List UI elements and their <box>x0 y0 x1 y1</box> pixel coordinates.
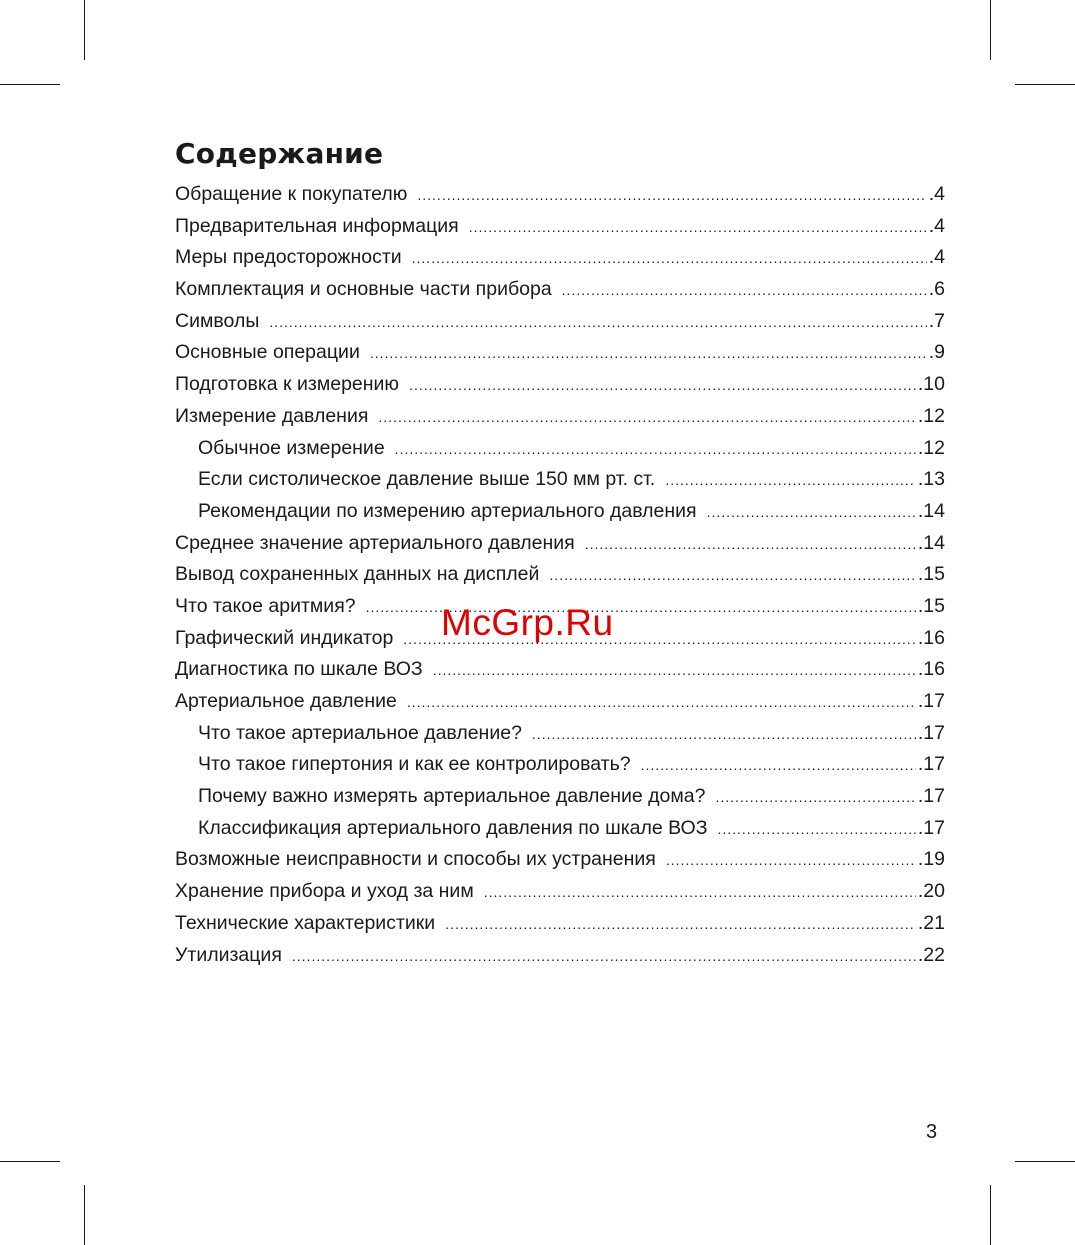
toc-dot-leader <box>585 529 916 561</box>
toc-entry-label: Подготовка к измерению <box>175 373 400 396</box>
toc-dot-leader <box>409 370 916 402</box>
toc-entry-page: .16 <box>917 626 945 649</box>
toc-entry[interactable] <box>175 306 945 338</box>
toc-entry-page: .9 <box>928 341 945 364</box>
toc-entry-label: Основные операции <box>175 341 360 364</box>
toc-entry-page: .17 <box>917 721 945 744</box>
toc-entry-page: .12 <box>917 436 945 459</box>
crop-mark-top-left-horizontal <box>0 84 60 85</box>
toc-dot-leader <box>445 909 916 941</box>
toc-entry-page: .21 <box>917 911 945 934</box>
toc-entry-label: Артериальное давление <box>175 690 397 712</box>
toc-dot-leader <box>484 877 916 909</box>
toc-entry-label: Символы <box>175 309 260 332</box>
toc-dot-leader <box>707 497 916 529</box>
crop-mark-bottom-right-horizontal <box>1015 1161 1075 1162</box>
toc-subentry[interactable] <box>175 718 945 750</box>
toc-entry-label: Что такое гипертония и как ее контролировать? <box>198 753 631 776</box>
toc-entry-label: Рекомендации по измерению артериального давления <box>198 499 697 522</box>
toc-entry-page: .19 <box>917 848 945 871</box>
toc-dot-leader <box>433 655 916 687</box>
toc-dot-leader <box>717 814 915 846</box>
toc-entry[interactable] <box>175 876 945 908</box>
toc-dot-leader <box>532 719 916 751</box>
toc-dot-leader <box>665 465 916 497</box>
toc-entry-page: .6 <box>928 278 945 301</box>
toc-entry[interactable] <box>175 654 945 686</box>
toc-entry[interactable] <box>175 211 945 243</box>
toc-entry-label: Диагностика по шкале ВОЗ <box>175 658 423 681</box>
toc-entry-label: Измерение давления <box>175 404 369 427</box>
toc-entry-page: .14 <box>917 499 945 522</box>
toc-entry[interactable] <box>175 940 945 972</box>
toc-entry-page: .12 <box>917 404 945 427</box>
toc-entry-label: Предварительная информация <box>175 214 459 237</box>
toc-list <box>175 179 945 971</box>
toc-entry-label: Почему важно измерять артериальное давление дома? <box>198 785 706 808</box>
toc-entry[interactable] <box>175 369 945 401</box>
toc-dot-leader <box>469 212 927 244</box>
toc-entry[interactable] <box>175 274 945 306</box>
toc-entry-label: Классификация артериального давления по шкале ВОЗ <box>198 816 708 839</box>
toc-subentry[interactable] <box>175 781 945 813</box>
toc-dot-leader <box>395 434 916 466</box>
toc-subentry[interactable] <box>175 813 945 845</box>
toc-entry-label: Что такое артериальное давление? <box>198 721 522 744</box>
toc-dot-leader <box>378 402 915 434</box>
toc-dot-leader <box>292 941 916 973</box>
toc-entry-page: .10 <box>917 373 945 396</box>
crop-mark-bottom-left-vertical <box>84 1185 85 1245</box>
toc-entry-page: .4 <box>928 183 945 205</box>
toc-dot-leader <box>407 687 916 719</box>
toc-dot-leader <box>641 750 916 782</box>
toc-entry-label: Что такое аритмия? <box>175 594 356 617</box>
toc-dot-leader <box>716 782 916 814</box>
toc-subentry[interactable] <box>175 496 945 528</box>
toc-entry-page: .17 <box>917 785 945 808</box>
toc-entry[interactable] <box>175 844 945 876</box>
toc-entry-page: .22 <box>917 943 945 966</box>
crop-mark-bottom-left-horizontal <box>0 1161 60 1162</box>
toc-dot-leader <box>370 338 927 370</box>
toc-subentry[interactable] <box>175 433 945 465</box>
toc-dot-leader <box>666 845 916 877</box>
toc-entry-label: Комплектация и основные части прибора <box>175 278 552 301</box>
toc-dot-leader <box>549 560 915 592</box>
toc-entry-label: Меры предосторожности <box>175 246 402 269</box>
toc-subentry[interactable] <box>175 464 945 496</box>
toc-entry-label: Хранение прибора и уход за ним <box>175 880 474 903</box>
toc-entry-label: Возможные неисправности и способы их устранения <box>175 848 656 871</box>
toc-entry[interactable] <box>175 908 945 940</box>
toc-entry-label: Графический индикатор <box>175 626 394 649</box>
toc-entry-page: .13 <box>917 468 945 491</box>
toc-entry-label: Среднее значение артериального давления <box>175 531 575 554</box>
toc-entry[interactable] <box>175 559 945 591</box>
toc-entry-page: .17 <box>917 753 945 776</box>
toc-title: Содержание <box>175 137 384 170</box>
toc-dot-leader <box>412 243 927 275</box>
toc-entry[interactable] <box>175 179 945 211</box>
toc-dot-leader <box>417 180 926 212</box>
toc-entry-page: .16 <box>917 658 945 681</box>
toc-entry-page: .4 <box>928 246 945 269</box>
toc-entry-page: .7 <box>928 309 945 332</box>
toc-entry-label: Технические характеристики <box>175 911 436 934</box>
crop-mark-bottom-right-vertical <box>990 1185 991 1245</box>
toc-entry-label: Обычное измерение <box>198 436 385 459</box>
toc-dot-leader <box>562 275 927 307</box>
toc-entry-page: .15 <box>917 563 945 586</box>
toc-entry[interactable] <box>175 528 945 560</box>
crop-mark-top-right-horizontal <box>1015 84 1075 85</box>
page-number: 3 <box>926 1121 938 1143</box>
toc-dot-leader <box>269 307 926 339</box>
toc-entry[interactable] <box>175 401 945 433</box>
toc-entry[interactable] <box>175 337 945 369</box>
watermark-text: McGrp.Ru <box>441 602 614 643</box>
crop-mark-top-right-vertical <box>990 0 991 60</box>
toc-entry-label: Если систолическое давление выше 150 мм рт. ст. <box>198 468 656 491</box>
crop-mark-top-left-vertical <box>84 0 85 60</box>
toc-entry[interactable] <box>175 686 945 718</box>
toc-entry-label: Вывод сохраненных данных на дисплей <box>175 563 540 586</box>
toc-entry-page: .14 <box>917 531 945 554</box>
toc-entry-page: .17 <box>917 690 945 712</box>
toc-entry-page: .15 <box>917 594 945 617</box>
toc-entry-page: .20 <box>917 880 945 903</box>
toc-entry[interactable] <box>175 242 945 274</box>
toc-entry-label: Обращение к покупателю <box>175 183 408 205</box>
toc-entry-page: .4 <box>928 214 945 237</box>
toc-entry-label: Утилизация <box>175 943 282 966</box>
toc-entry-page: .17 <box>917 816 945 839</box>
toc-subentry[interactable] <box>175 749 945 781</box>
